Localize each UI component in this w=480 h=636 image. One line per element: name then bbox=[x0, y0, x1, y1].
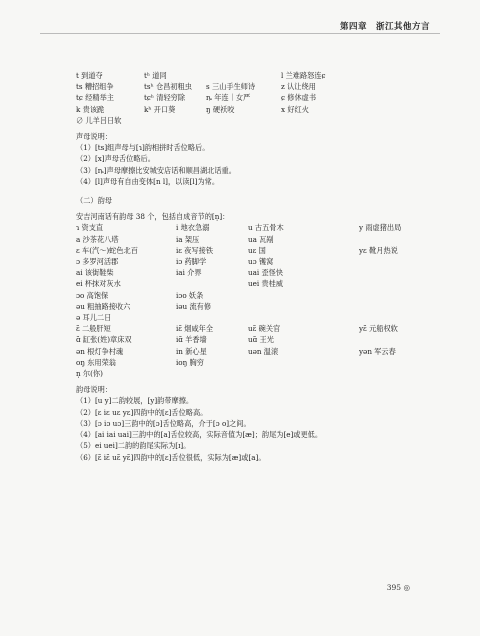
initials-row-cell: tɕʰ 清轻穷除 bbox=[144, 93, 186, 103]
finals-row-cell: yɛ 靴月热说 bbox=[359, 245, 398, 255]
finals-row-cell bbox=[248, 368, 359, 379]
finals-row-cell bbox=[359, 256, 416, 267]
initials-row-cell: tʰ 道同 bbox=[144, 71, 167, 80]
note-item: （6）[ɛ̃ iɛ̃ uɛ̃ yɛ̃]四韵中的[ɛ]舌位很低，实际为[æ]或[a]。 bbox=[76, 452, 266, 462]
finals-row-cell bbox=[359, 290, 416, 301]
initials-row bbox=[76, 92, 416, 103]
finals-row-cell: ə 耳儿二日 bbox=[76, 313, 112, 323]
page-content bbox=[76, 70, 416, 463]
finals-row-cell: oŋ 东用荣翁 bbox=[76, 357, 116, 367]
initials-row bbox=[76, 115, 416, 126]
finals-row-cell bbox=[176, 368, 248, 379]
initials-row-cell: ɕ 修休虚书 bbox=[281, 93, 317, 103]
finals-row-cell: in 新心星 bbox=[176, 346, 207, 356]
finals-row-cell bbox=[176, 278, 248, 289]
finals-row bbox=[76, 301, 416, 312]
finals-row bbox=[76, 368, 416, 379]
finals-row bbox=[76, 278, 416, 289]
finals-row-cell: uei 贵桂威 bbox=[248, 279, 284, 289]
finals-row-cell: uɛ̃ 碗关官 bbox=[248, 324, 281, 334]
finals-row-cell: yən 军云春 bbox=[359, 346, 396, 356]
finals-row-cell bbox=[359, 301, 416, 312]
finals-row-cell bbox=[359, 267, 416, 278]
header-rule bbox=[40, 33, 440, 34]
note-item: （1）[ts]组声母与[ɿ]韵相拼时舌位略后。 bbox=[76, 143, 210, 153]
finals-row bbox=[76, 290, 416, 301]
finals-row bbox=[76, 357, 416, 368]
note-item: （3）[ȵ]声母摩擦比安城安店话和顺昌湖北话重。 bbox=[76, 165, 236, 175]
initials-row bbox=[76, 70, 416, 81]
initials-row-cell: tsʰ 仓昌初粗虫 bbox=[144, 82, 192, 92]
initials-table bbox=[76, 70, 416, 126]
note-item: （4）[ai iai uai]三韵中的[a]舌位较高，实际音值为[æ]；韵尾为[e]或更低。 bbox=[76, 430, 323, 440]
initials-row-cell: z 认让绕用 bbox=[281, 82, 316, 92]
initials-row-cell bbox=[206, 115, 281, 126]
finals-row-cell bbox=[359, 357, 416, 368]
initials-row-cell: t 到道夺 bbox=[76, 71, 103, 80]
finals-row bbox=[76, 346, 416, 357]
finals-row-cell bbox=[248, 357, 359, 368]
note-item: （1）[u y]二韵较展，[y]韵带摩擦。 bbox=[76, 396, 194, 406]
finals-row-cell: n̩ 尔(你) bbox=[76, 369, 103, 379]
finals-row-cell: iɛ 夜写接铁 bbox=[176, 245, 214, 255]
initials-row-cell: l 兰难路怒连ɕ bbox=[281, 71, 326, 80]
finals-notes-list bbox=[76, 395, 416, 462]
finals-row-cell: uɔ 镬窝 bbox=[248, 257, 274, 267]
initials-row-cell bbox=[281, 115, 416, 126]
finals-row-cell: i 地衣急溺 bbox=[176, 223, 210, 233]
finals-row-cell: ai 该街鞋柴 bbox=[76, 268, 114, 278]
finals-row-cell: uai 歪怪快 bbox=[248, 268, 284, 278]
finals-row-cell bbox=[248, 290, 359, 301]
finals-row-cell: iəu 流有修 bbox=[176, 301, 212, 311]
note-item: （2）[x]声母舌位略后。 bbox=[76, 154, 155, 164]
initials-row-cell bbox=[144, 115, 206, 126]
note-item: （4）[l]声母有自由变体[n l]，以读[l]为常。 bbox=[76, 176, 220, 186]
finals-row-cell: ɔ 多罗河活郡 bbox=[76, 257, 119, 267]
finals-row-cell: uən 温滚 bbox=[248, 346, 279, 356]
initials-row-cell: s 三山手生师诗 bbox=[206, 82, 256, 92]
finals-intro: 安吉河南话有韵母 38 个，包括自成音节的[n̩]： bbox=[76, 212, 230, 222]
initials-row-cell: ts 糟招组争 bbox=[76, 82, 114, 92]
note-item: （3）[ɔ iɔ uɔ]三韵中的[ɔ]舌位略高，介于[ɔ o]之间。 bbox=[76, 418, 251, 428]
finals-row-cell: iai 介界 bbox=[176, 268, 202, 278]
initials-row-cell bbox=[206, 70, 281, 81]
finals-row-cell bbox=[359, 334, 416, 345]
finals-row-cell: ɛ 车(汽～)蛇色北百 bbox=[76, 245, 138, 255]
finals-row-cell: ən 根灯争村魂 bbox=[76, 346, 124, 356]
finals-row-cell: iɔo 妖条 bbox=[176, 290, 204, 300]
finals-row-cell: u 古五骨木 bbox=[248, 223, 284, 233]
finals-row bbox=[76, 222, 416, 233]
initials-row-cell: tɕ 经精举主 bbox=[76, 93, 114, 103]
initials-row-cell: ŋ 硬袄咬 bbox=[206, 104, 235, 114]
initials-row-cell: kʰ 开口葵 bbox=[144, 104, 176, 114]
finals-row-cell bbox=[359, 368, 416, 379]
finals-table bbox=[76, 222, 416, 379]
finals-row bbox=[76, 323, 416, 334]
initials-row-cell: ∅ 儿羊吕日软 bbox=[76, 115, 122, 125]
initials-row bbox=[76, 104, 416, 115]
finals-row-cell: iɔ 药脚学 bbox=[176, 257, 207, 267]
finals-row-cell bbox=[359, 234, 416, 245]
finals-heading: （二）韵母 bbox=[76, 196, 112, 206]
finals-row-cell: ɛ̃ 二般肝短 bbox=[76, 324, 111, 334]
finals-row-cell: y 雨虚猪出局 bbox=[359, 223, 402, 233]
finals-row-cell bbox=[359, 312, 416, 323]
finals-row bbox=[76, 234, 416, 245]
finals-row bbox=[76, 245, 416, 256]
page-number: 395 ◎ bbox=[386, 583, 410, 592]
finals-row-cell: əu 粗抽路接收六 bbox=[76, 301, 131, 311]
finals-row-cell bbox=[248, 312, 359, 323]
finals-row-cell: iɑ̃ 羊香墙 bbox=[176, 335, 207, 345]
finals-row bbox=[76, 256, 416, 267]
initials-row-cell: x 好红火 bbox=[281, 104, 309, 114]
page-header: 第四章 浙江其他方言 bbox=[339, 22, 430, 32]
finals-row-cell: ɔo 高饱保 bbox=[76, 290, 109, 300]
finals-row-cell: ia 架压 bbox=[176, 234, 200, 244]
finals-row-cell: a 沙茶花八塔 bbox=[76, 234, 119, 244]
initials-row bbox=[76, 81, 416, 92]
finals-row-cell: ioŋ 胸穷 bbox=[176, 357, 204, 367]
initials-row-cell: ȵ 年连｜女严 bbox=[206, 93, 251, 103]
initials-notes-list bbox=[76, 142, 416, 187]
finals-row-cell: ei 杯抹对灰水 bbox=[76, 279, 121, 289]
finals-row-cell: uɛ 国 bbox=[248, 245, 266, 255]
finals-row-cell bbox=[176, 312, 248, 323]
finals-row bbox=[76, 334, 416, 345]
initials-row-cell: k 贵该跪 bbox=[76, 104, 105, 114]
finals-notes-title: 韵母说明： bbox=[76, 385, 112, 395]
initials-notes-title: 声母说明： bbox=[76, 132, 112, 142]
finals-row bbox=[76, 312, 416, 323]
finals-row-cell bbox=[359, 278, 416, 289]
finals-row-cell: ɑ̃ 缸张(姓)章床双 bbox=[76, 335, 132, 345]
finals-row-cell: ua 瓦剐 bbox=[248, 234, 274, 244]
finals-row bbox=[76, 267, 416, 278]
finals-row-cell: ɿ 资支直 bbox=[76, 223, 104, 233]
finals-row-cell: uɑ̃ 王光 bbox=[248, 335, 274, 345]
note-item: （5）ei uei]二韵的韵尾实际为[ɪ]。 bbox=[76, 441, 191, 451]
finals-row-cell: yɛ̃ 元船权软 bbox=[359, 324, 398, 334]
note-item: （2）[ɛ iɛ uɛ yɛ]四韵中的[ɛ]舌位略高。 bbox=[76, 407, 208, 417]
finals-row-cell bbox=[248, 301, 359, 312]
finals-row-cell: iɛ̃ 烟咸年全 bbox=[176, 324, 214, 334]
